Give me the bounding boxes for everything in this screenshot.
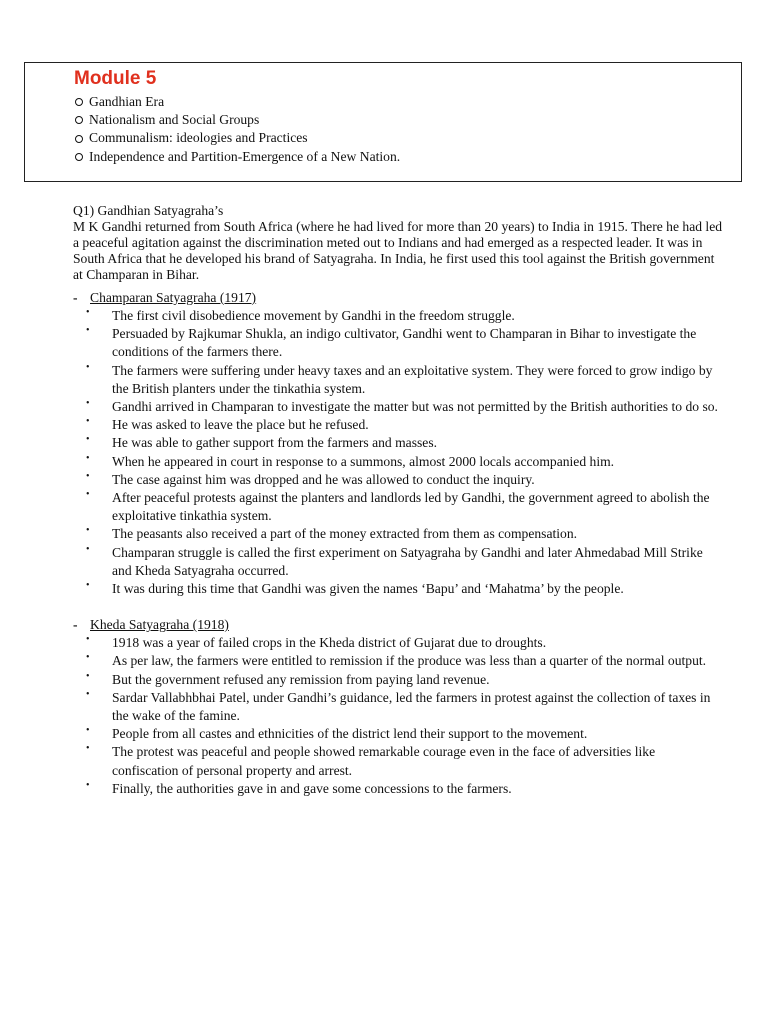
list-item: • People from all castes and ethnicities of the district lend their support to the movement.	[73, 725, 723, 743]
bullet-icon: •	[86, 398, 90, 410]
dash-icon: -	[73, 290, 78, 305]
list-item: • Finally, the authorities gave in and gave some concessions to the farmers.	[73, 780, 723, 798]
list-item: • The case against him was dropped and he was allowed to conduct the inquiry.	[73, 471, 723, 489]
list-item: • The peasants also received a part of the money extracted from them as compensation.	[73, 525, 723, 543]
bullet-icon: •	[86, 543, 90, 555]
bullet-icon: •	[86, 416, 90, 428]
dash-icon: -	[73, 617, 78, 633]
section-heading-champaran	[73, 289, 723, 307]
document-body	[73, 203, 723, 798]
bullet-icon: •	[86, 470, 90, 482]
module-topic-list	[75, 93, 400, 166]
bullet-icon: •	[86, 307, 90, 318]
list-item: • Persuaded by Rajkumar Shukla, an indigo cultivator, Gandhi went to Champaran in Bihar to investigate the conditions of the farmers there.	[73, 325, 723, 361]
list-item: • 1918 was a year of failed crops in the Kheda district of Gujarat due to droughts.	[73, 634, 723, 652]
bullet-icon: •	[86, 434, 90, 446]
section-heading-kheda	[73, 616, 723, 634]
list-item: • The farmers were suffering under heavy taxes and an exploitative system. They were forced to grow indigo by the British planters under the tinkathia system.	[73, 362, 723, 398]
circle-bullet-icon	[75, 135, 83, 143]
bullet-icon: •	[86, 634, 90, 646]
list-item: • He was asked to leave the place but he refused.	[73, 416, 723, 434]
section-title: Champaran Satyagraha (1917)	[90, 290, 257, 305]
module-box	[24, 62, 742, 182]
list-item: • But the government refused any remission from paying land revenue.	[73, 671, 723, 689]
section-title: Kheda Satyagraha (1918)	[90, 617, 229, 633]
bullet-icon: •	[86, 525, 90, 537]
section-spacer	[73, 598, 723, 610]
bullet-icon: •	[86, 743, 90, 755]
bullet-icon: •	[86, 580, 90, 592]
list-item: • The protest was peaceful and people showed remarkable courage even in the face of adversities like confiscation of personal property and arrest.	[73, 743, 723, 779]
module-topic: Nationalism and Social Groups	[75, 111, 400, 129]
bullet-icon: •	[86, 452, 90, 464]
champaran-bullet-list	[73, 307, 723, 598]
list-item: • Sardar Vallabhbhai Patel, under Gandhi’s guidance, led the farmers in protest against the collection of taxes in the wake of the famine.	[73, 689, 723, 725]
circle-bullet-icon	[75, 153, 83, 161]
module-topic: Independence and Partition-Emergence of a New Nation.	[75, 148, 400, 166]
list-item: • It was during this time that Gandhi was given the names ‘Bapu’ and ‘Mahatma’ by the people.	[73, 580, 723, 598]
module-topic: Communalism: ideologies and Practices	[75, 129, 400, 147]
bullet-icon: •	[86, 361, 90, 373]
bullet-icon: •	[86, 489, 90, 501]
module-topic: Gandhian Era	[75, 93, 400, 111]
list-item: • Champaran struggle is called the first experiment on Satyagraha by Gandhi and later Ahmedabad Mill Strike and Kheda Satyagraha occurred.	[73, 544, 723, 580]
list-item: • When he appeared in court in response to a summons, almost 2000 locals accompanied him.	[73, 453, 723, 471]
list-item: • The first civil disobedience movement by Gandhi in the freedom struggle.	[73, 307, 723, 325]
question-title: Q1) Gandhian Satyagraha’s	[73, 203, 224, 218]
list-item: • As per law, the farmers were entitled to remission if the produce was less than a quarter of the normal output.	[73, 652, 723, 670]
circle-bullet-icon	[75, 116, 83, 124]
bullet-icon: •	[86, 779, 90, 791]
kheda-bullet-list	[73, 634, 723, 798]
bullet-icon: •	[86, 670, 90, 682]
module-title: Module 5	[74, 68, 157, 89]
list-item: • Gandhi arrived in Champaran to investigate the matter but was not permitted by the British authorities to do so.	[73, 398, 723, 416]
bullet-icon: •	[86, 325, 90, 337]
list-item: • He was able to gather support from the farmers and masses.	[73, 434, 723, 452]
bullet-icon: •	[86, 725, 90, 737]
list-item: • After peaceful protests against the planters and landlords led by Gandhi, the government agreed to abolish the exploitative tinkathia system.	[73, 489, 723, 525]
question-intro: M K Gandhi returned from South Africa (where he had lived for more than 20 years) to India in 1915. There he had led a peaceful agitation against the discrimination meted out to Indians and had emerged as a respected leader. It was in South Africa that he developed his brand of Satyagraha. In India, he first used this tool against the British government at Champaran in Bihar.	[73, 219, 723, 282]
bullet-icon: •	[86, 688, 90, 700]
circle-bullet-icon	[75, 98, 83, 106]
bullet-icon: •	[86, 652, 90, 664]
